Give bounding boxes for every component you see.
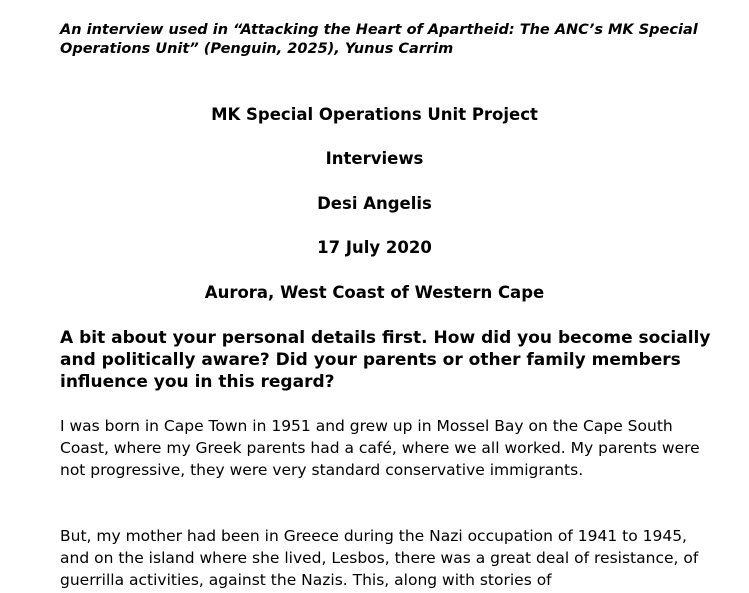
answer-paragraph-2: But, my mother had been in Greece during the Nazi occupation of 1941 to 1945, and on the island where she lived, Lesbos, there was a great deal of resistance, of guerrilla activities, against the Nazis. This, along with stories of: [60, 527, 699, 589]
document-type: Interviews: [325, 149, 424, 168]
interviewee-name: Desi Angelis: [317, 194, 432, 213]
citation-note: An interview used in “Attacking the Heart of Apartheid: The ANC’s MK Special Operations Unit” (Penguin, 2025), Yunus Carrim: [60, 22, 698, 57]
project-title: MK Special Operations Unit Project: [211, 105, 538, 124]
interview-location: Aurora, West Coast of Western Cape: [204, 283, 545, 302]
answer-paragraph-1: I was born in Cape Town in 1951 and grew up in Mossel Bay on the Cape South Coast, where my Greek parents had a café, where we all worked. My parents were not progressive, they were very standard conservative immigrants.: [60, 417, 700, 479]
interview-question: A bit about your personal details first. How did you become socially and politically aware? Did your parents or other family members influence you in this regard?: [60, 328, 711, 392]
interview-date: 17 July 2020: [317, 238, 432, 257]
